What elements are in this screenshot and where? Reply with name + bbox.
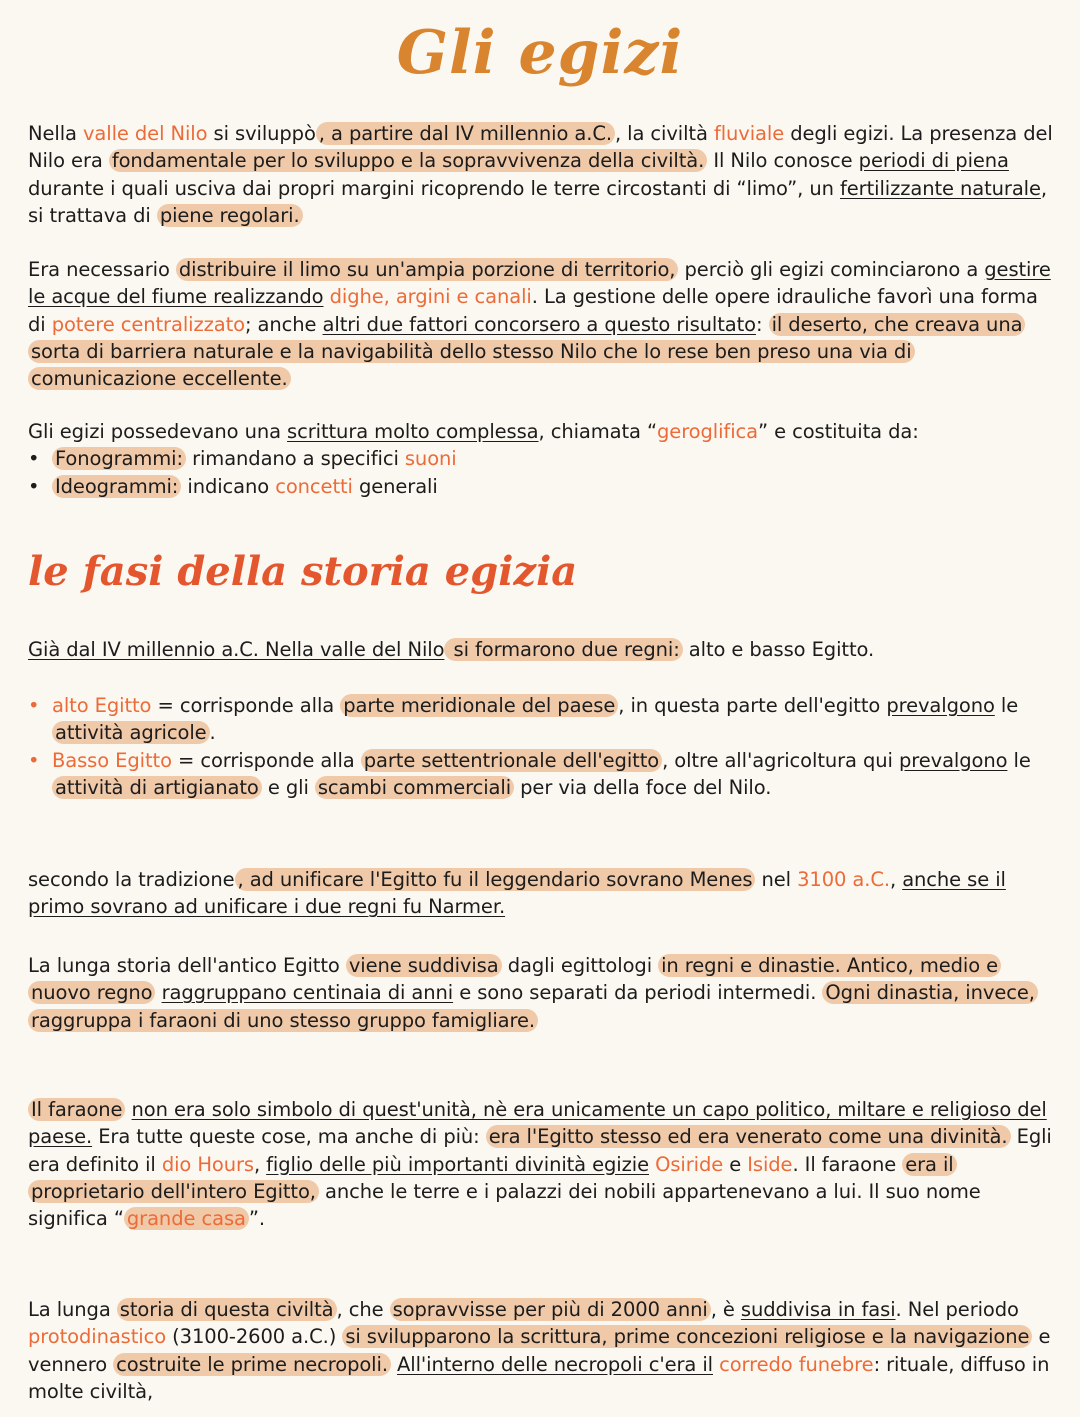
paragraph-menes: secondo la tradizione , ad unificare l'Egitto fu il leggendario sovrano Menes nel 3100 a.C., anche se il primo sovrano ad unificare i due regni fu Narmer. [28, 868, 1006, 919]
list-item-fonogrammi: • Fonogrammi: rimandano a specifici suoni [28, 445, 1053, 472]
paragraph-writing: Gli egizi possedevano una scrittura molto complessa, chiamata “geroglifica” e costituita da: • Fonogrammi: rimandano a specifici suoni • Ideogrammi: indicano concetti generali [28, 418, 1053, 500]
paragraph-pharaoh: Il faraone non era solo simbolo di quest'unità, nè era unicamente un capo politico, miltare e religioso del paese. Era tutte queste cose, ma anche di più: era l'Egitto stesso ed era venerato come una divinità. Egli era definito il dio Hours, figlio delle più importanti divinità egizie Osiride e Iside. Il faraone era il proprietario dell'intero Egitto, anche le terre e i palazzi dei nobili appartenevano a lui. Il suo nome significa “ grande casa ”. [28, 1098, 1052, 1231]
paragraph-upper-lower [28, 692, 1053, 801]
paragraph-dynasties: La lunga storia dell'antico Egitto viene suddivisa dagli egittologi in regni e dinastie. Antico, medio e nuovo regno raggruppano centinaia di anni e sono separati da periodi intermedi. Ogni dinastia, invece, raggruppa i faraoni di uno stesso gruppo famigliare. [28, 952, 1053, 1034]
page-title: Gli egizi [396, 18, 684, 88]
paragraph-two-kingdoms: Già dal IV millennio a.C. Nella valle del Nilo si formarono due regni: alto e basso Egitto. [28, 638, 875, 661]
section-title: le fasi della storia egizia [28, 548, 578, 595]
paragraph-limo: Era necessario distribuire il limo su un'ampia porzione di territorio, perciò gli egizi cominciarono a gestire le acque del fiume realizzando dighe, argini e canali. La gestione delle opere idrauliche favorì una forma di potere centralizzato; anche altri due fattori concorsero a questo risultato: il deserto, che creava una sorta di barriera naturale e la navigabilità dello stesso Nilo che lo rese ben preso una via di comunicazione eccellente. [28, 258, 1051, 391]
paragraph-nile-valley: Nella valle del Nilo si sviluppò , a partire dal IV millennio a.C. , la civiltà fluviale degli egizi. La presenza del Nilo era fondamentale per lo sviluppo e la sopravvivenza della civiltà. Il Nilo conosce periodi di piena durante i quali usciva dai propri margini ricoprendo le terre circostanti di “limo”, un fertilizzante naturale, si trattava di piene regolari. [28, 122, 1053, 227]
paragraph-phases: La lunga storia di questa civiltà , che sopravvisse per più di 2000 anni , è suddivisa in fasi. Nel periodo protodinastico (3100-2600 a.C.) si svilupparono la scrittura, prime concezioni religiose e la navigazione e vennero costruite le prime necropoli. All'interno delle necropoli c'era il corredo funebre: rituale, diffuso in molte civiltà, [28, 1298, 1051, 1403]
list-item-ideogrammi: • Ideogrammi: indicano concetti generali [28, 473, 1053, 500]
list-item-alto-egitto: • alto Egitto = corrisponde alla parte meridionale del paese , in questa parte dell'egitto prevalgono le attività agricole . [28, 692, 1053, 747]
list-item-basso-egitto: • Basso Egitto = corrisponde alla parte settentrionale dell'egitto , oltre all'agricoltura qui prevalgono le attività di artigianato e gli scambi commerciali per via della foce del Nilo. [28, 747, 1053, 802]
